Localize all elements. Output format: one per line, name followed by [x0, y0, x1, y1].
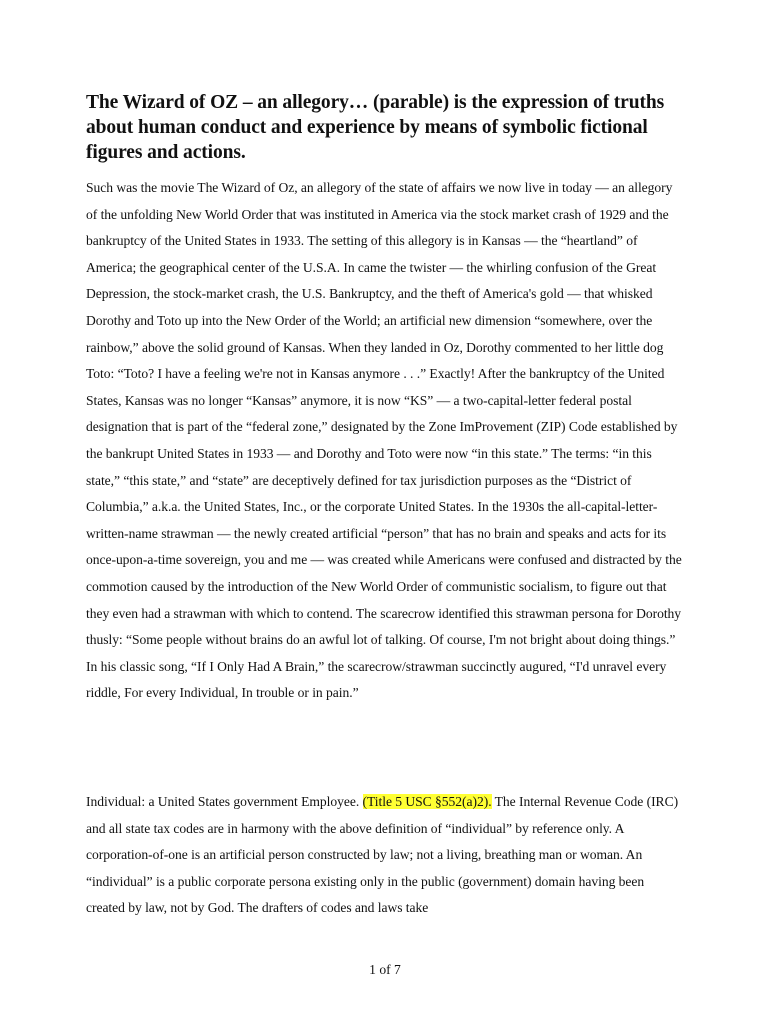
document-title: The Wizard of OZ – an allegory… (parable) is the expression of truths about human conduct and experience by means of symbolic fictional figures and actions.	[86, 92, 665, 163]
body-paragraph-2	[86, 789, 684, 922]
paragraph-2-rest: The Internal Revenue Code (IRC) and all state tax codes are in harmony with the above definition of “individual” by reference only. A corporation-of-one is an artificial person constructed by law; not a living, breathing man or woman. An “individual” is a public corporate persona existing only in the public (government) domain having been created by law, not by God. The drafters of codes and laws take	[86, 794, 679, 916]
highlighted-citation: (Title 5 USC §552(a)2).	[362, 794, 492, 809]
paragraph-2-lead: Individual: a United States government Employee.	[86, 794, 363, 809]
body-paragraph-1: Such was the movie The Wizard of Oz, an allegory of the state of affairs we now live in today — an allegory of the unfolding New World Order that was instituted in America via the stock market crash of 1929 and the bankruptcy of the United States in 1933. The setting of this allegory is in Kansas — the “heartland” of America; the geographical center of the U.S.A. In came the twister — the whirling confusion of the Great Depression, the stock-market crash, the U.S. Bankruptcy, and the theft of America's gold — that whisked Dorothy and Toto up into the New Order of the World; an artificial new dimension “somewhere, over the rainbow,” above the solid ground of Kansas. When they landed in Oz, Dorothy commented to her little dog Toto: “Toto? I have a feeling we're not in Kansas anymore . . .” Exactly! After the bankruptcy of the United States, Kansas was no longer “Kansas” anymore, it is now “KS” — a two-capital-letter federal postal designation that is part of the “federal zone,” designated by the Zone ImProvement (ZIP) Code established by the bankrupt United States in 1933 — and Dorothy and Toto were now “in this state.” The terms: “in this state,” “this state,” and “state” are deceptively defined for tax jurisdiction purposes as the “District of Columbia,” a.k.a. the United States, Inc., or the corporate United States. In the 1930s the all-capital-letter-written-name strawman — the newly created artificial “person” that has no brain and speaks and acts for its once-upon-a-time sovereign, you and me — was created while Americans were confused and distracted by the commotion caused by the introduction of the New World Order of communistic socialism, to figure out that they even had a strawman with which to contend. The scarecrow identified this strawman persona for Dorothy thusly: “Some people without brains do an awful lot of talking. Of course, I'm not bright about doing things.” In his classic song, “If I Only Had A Brain,” the scarecrow/strawman succinctly augured, “I'd unravel every riddle, For every Individual, In trouble or in pain.”	[86, 180, 682, 701]
page-number: 1 of 7	[369, 962, 401, 977]
